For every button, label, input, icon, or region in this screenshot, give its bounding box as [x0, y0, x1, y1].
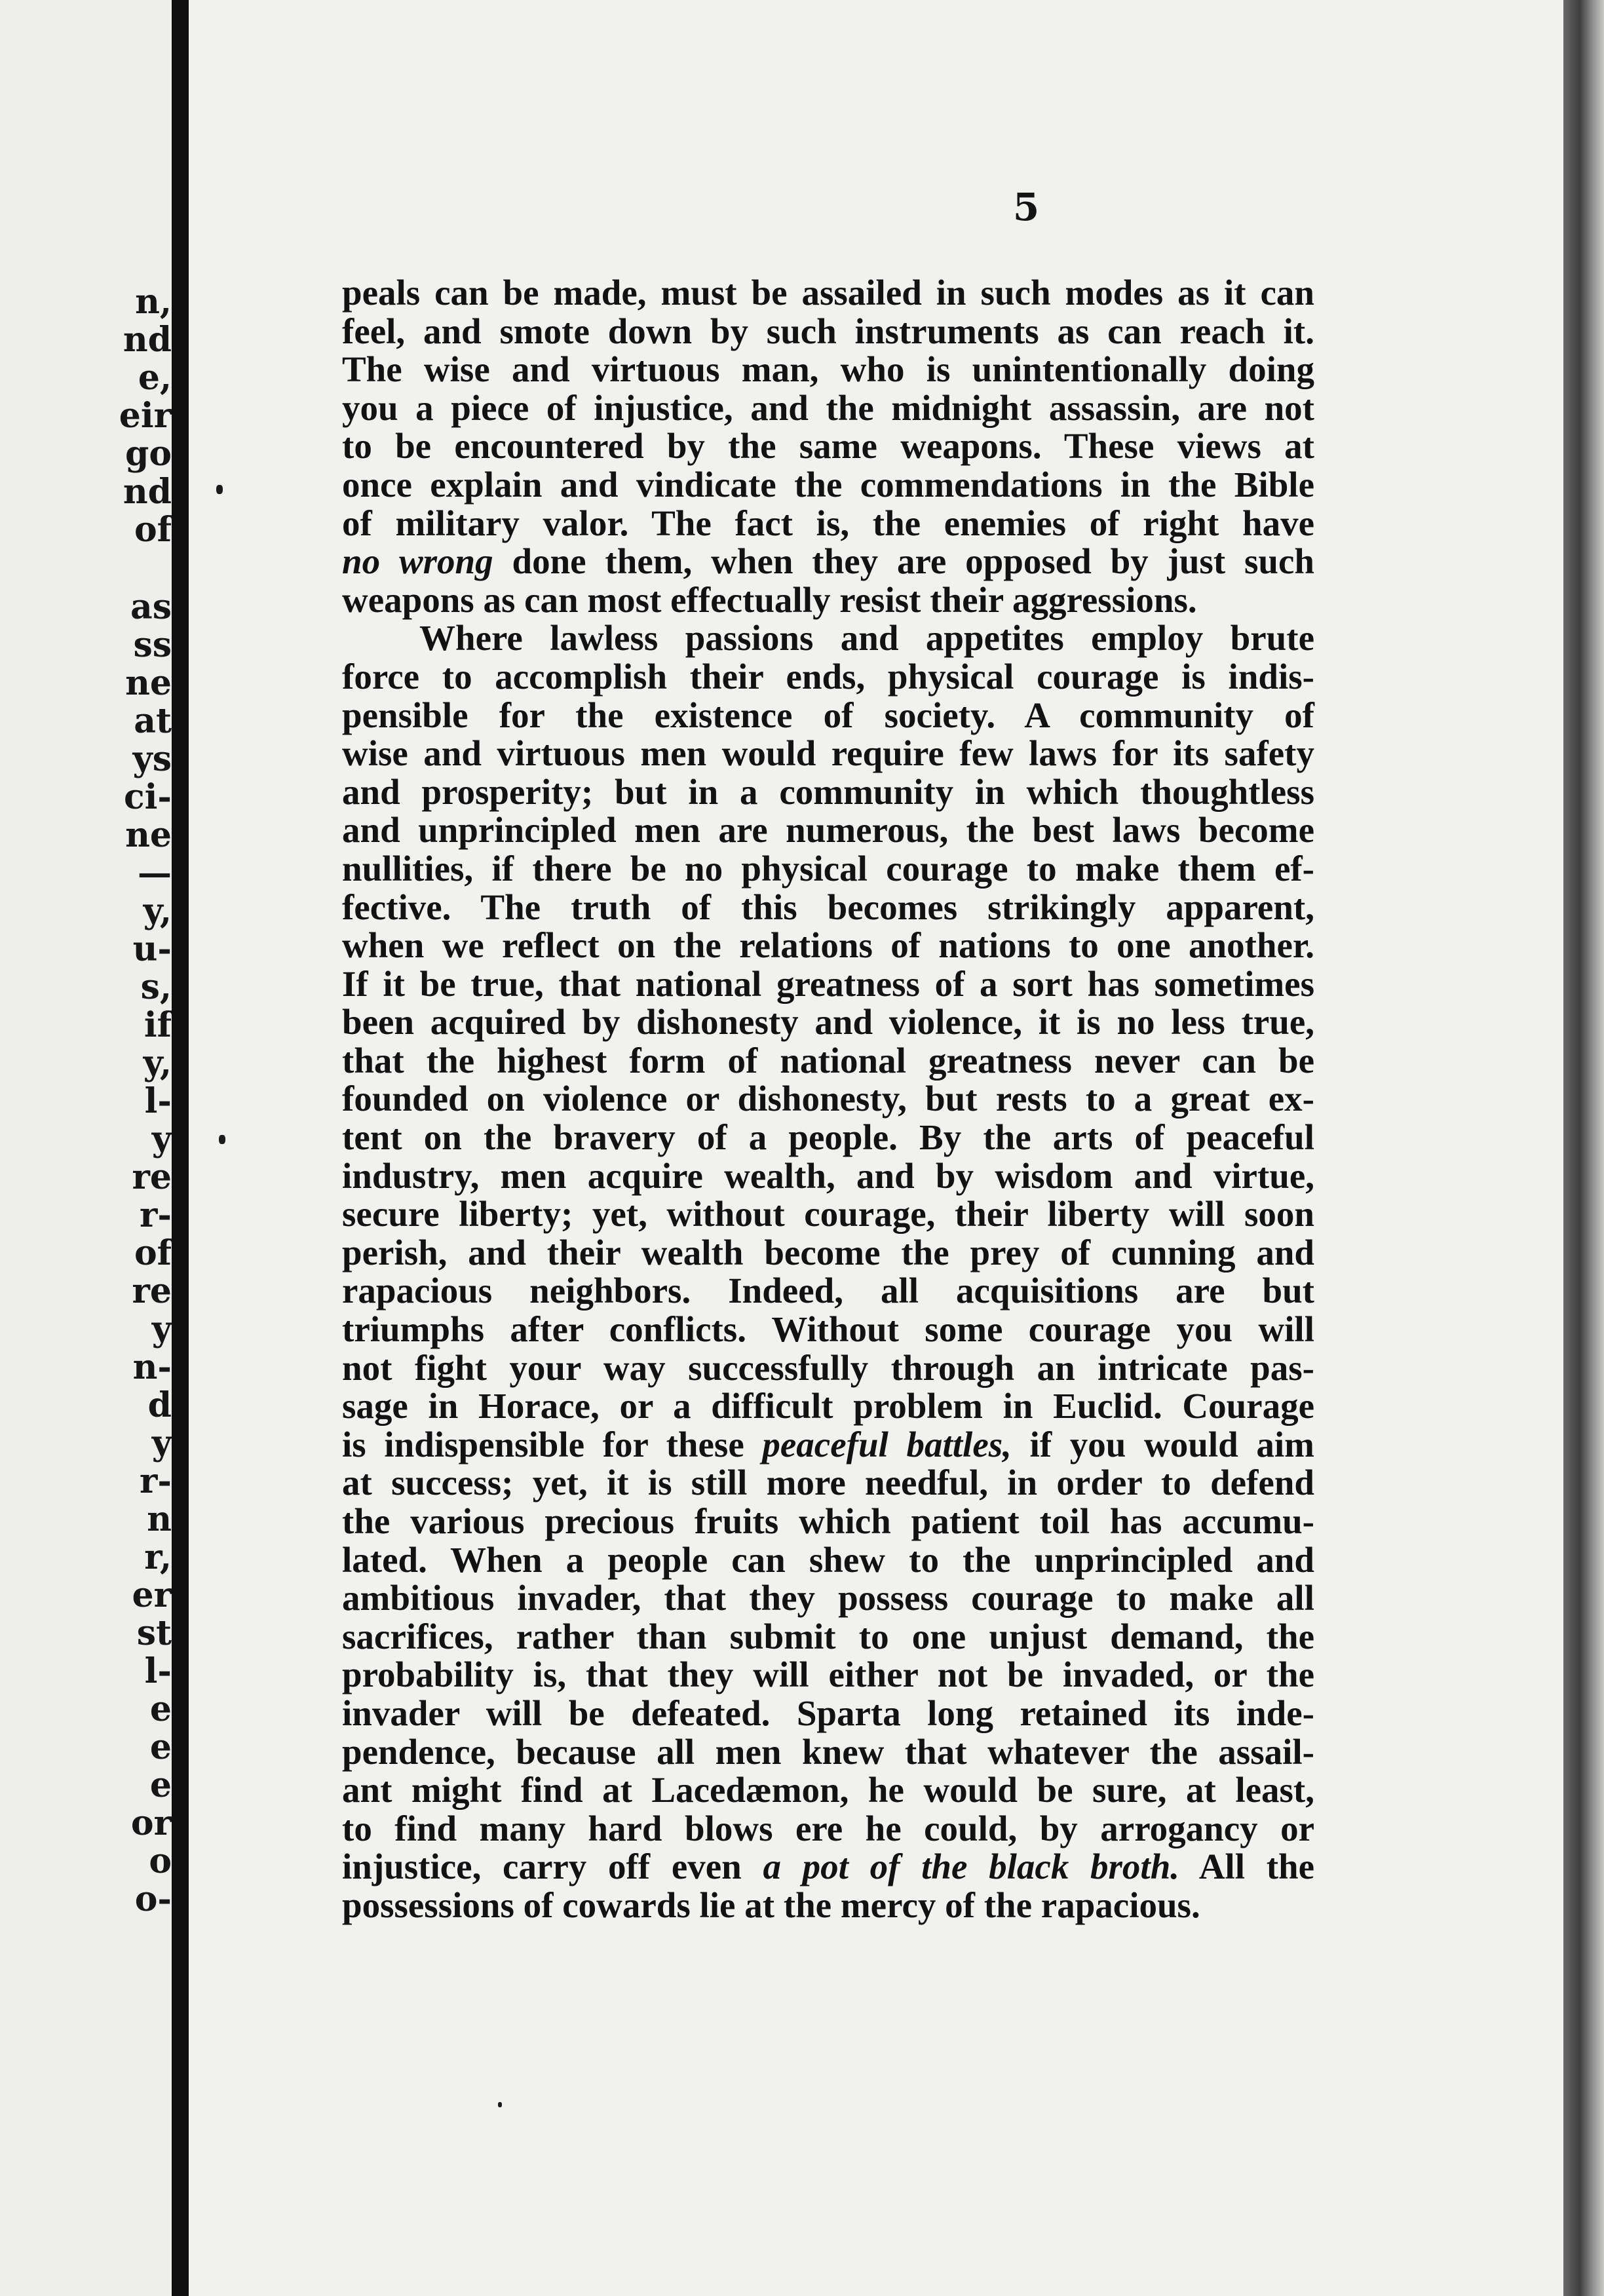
text-line	[342, 811, 1314, 850]
text-line	[342, 1579, 1314, 1618]
text-line	[342, 1733, 1314, 1772]
text-line	[342, 927, 1314, 965]
text-line	[342, 1042, 1314, 1081]
left-page-fragment: e	[149, 1765, 172, 1805]
left-page-fragment: as	[130, 587, 172, 627]
text-run: fective. The truth of this becomes strikingly apparent,	[342, 887, 1314, 927]
text-run: and unprincipled men are numerous, the best laws become	[342, 810, 1314, 851]
left-page-fragment: nd	[123, 472, 172, 512]
text-run: perish, and their wealth become the prey of cunning and	[342, 1232, 1314, 1272]
text-run: at success; yet, it is still more needful, in order to defend	[342, 1463, 1314, 1503]
text-line	[342, 543, 1314, 581]
left-page-fragment: go	[124, 434, 172, 474]
text-line	[342, 1618, 1314, 1656]
text-run: ant might find at Lacedæmon, he would be sure, at least,	[342, 1770, 1314, 1810]
left-page-fragment: l-	[144, 1651, 172, 1691]
left-page-fragment: e	[149, 1689, 172, 1729]
text-line	[342, 351, 1314, 389]
text-line	[342, 1003, 1314, 1042]
italic-text: peaceful battles,	[762, 1424, 1012, 1464]
text-run: possessions of cowards lie at the mercy of the rapacious.	[342, 1885, 1200, 1925]
text-run: the various precious fruits which patient toil has accumu-	[342, 1501, 1314, 1541]
page-edge-shadow	[1563, 0, 1604, 2296]
left-page-fragment: s,	[140, 967, 172, 1007]
text-line	[342, 1656, 1314, 1694]
text-run: once explain and vindicate the commendations in the Bible	[342, 464, 1314, 505]
margin-speck	[498, 2102, 502, 2107]
text-line	[342, 427, 1314, 466]
left-page-fragment: y	[151, 1423, 172, 1463]
text-run: done them, when they are opposed by just such	[493, 541, 1314, 582]
left-page-fragment: ys	[132, 739, 172, 779]
text-line	[342, 889, 1314, 927]
italic-text: a pot of the black broth.	[763, 1846, 1180, 1887]
text-run: Where lawless passions and appetites employ brute	[419, 618, 1314, 659]
left-page-fragment: e,	[138, 358, 172, 398]
text-run: of military valor. The fact is, the enemies of right have	[342, 503, 1314, 543]
text-run: sage in Horace, or a difficult problem in Euclid. Courage	[342, 1386, 1314, 1426]
text-run: ambitious invader, that they possess courage to make all	[342, 1578, 1314, 1618]
text-line	[342, 735, 1314, 773]
text-run: pensible for the existence of society. A community of	[342, 695, 1314, 735]
left-page-fragment: of	[134, 1233, 172, 1273]
text-line	[342, 1464, 1314, 1502]
text-line	[342, 1195, 1314, 1234]
text-run: triumphs after conflicts. Without some courage you will	[342, 1309, 1314, 1350]
left-page-fragment: r-	[140, 1461, 172, 1501]
left-page-fragment: y	[151, 1119, 172, 1159]
italic-text: no wrong	[342, 541, 493, 582]
text-run: if you would aim	[1011, 1424, 1314, 1464]
left-page-fragment: d	[147, 1385, 172, 1425]
text-run: nullities, if there be no physical courage to make them ef-	[342, 848, 1314, 889]
text-run: tent on the bravery of a people. By the arts of peaceful	[342, 1117, 1314, 1158]
text-run: founded on violence or dishonesty, but rests to a great ex-	[342, 1079, 1314, 1119]
page-number: 5	[1012, 185, 1040, 229]
left-page-fragment: r-	[140, 1195, 172, 1235]
text-run: not fight your way successfully through an intricate pas-	[342, 1347, 1314, 1388]
text-run: is indispensible for these	[342, 1424, 763, 1464]
left-page-fragment: y,	[143, 1043, 172, 1083]
margin-speck	[216, 485, 223, 494]
text-line	[342, 1272, 1314, 1311]
left-page-fragment: e	[149, 1727, 172, 1767]
text-run: pendence, because all men knew that whatever the assail-	[342, 1731, 1314, 1772]
left-page-fragment: at	[134, 701, 172, 741]
text-line	[342, 1349, 1314, 1388]
text-line	[342, 1810, 1314, 1848]
left-page-text-fragments	[14, 0, 172, 2296]
left-page-fragment: y,	[143, 891, 172, 931]
text-line	[342, 1234, 1314, 1272]
text-run: force to accomplish their ends, physical courage is indis-	[342, 656, 1314, 697]
text-line	[342, 1541, 1314, 1580]
text-line	[342, 1426, 1314, 1464]
text-run: and prosperity; but in a community in which thoughtless	[342, 771, 1314, 812]
text-line	[342, 581, 1314, 620]
text-line	[342, 965, 1314, 1004]
text-run: If it be true, that national greatness of a sort has sometimes	[342, 963, 1314, 1004]
margin-speck	[219, 1135, 225, 1144]
text-run: that the highest form of national greatness never can be	[342, 1040, 1314, 1081]
text-run: probability is, that they will either not be invaded, or the	[342, 1655, 1314, 1695]
text-line	[342, 1848, 1314, 1886]
text-line	[342, 773, 1314, 812]
text-line	[342, 1886, 1314, 1925]
text-line	[342, 1771, 1314, 1810]
text-line	[342, 274, 1314, 313]
left-page-fragment: re	[132, 1271, 172, 1311]
text-line	[342, 1311, 1314, 1349]
text-run: wise and virtuous men would require few laws for its safety	[342, 733, 1314, 774]
left-page-fragment: r,	[144, 1537, 172, 1577]
text-run: when we reflect on the relations of nations to one another.	[342, 925, 1314, 966]
left-page-fragment: st	[136, 1613, 172, 1653]
left-page-fragment: ss	[133, 625, 172, 665]
text-line	[342, 1387, 1314, 1426]
left-page-fragment: —	[138, 853, 172, 893]
left-page-fragment: ci-	[124, 777, 172, 817]
left-page-fragment: or	[130, 1803, 172, 1843]
text-run: you a piece of injustice, and the midnight assassin, are not	[342, 387, 1314, 428]
text-line	[342, 466, 1314, 505]
text-line	[342, 697, 1314, 735]
left-page-fragment: n,	[135, 282, 172, 322]
text-run: lated. When a people can shew to the unprincipled and	[342, 1539, 1314, 1580]
text-line	[342, 1119, 1314, 1157]
text-line	[342, 313, 1314, 351]
left-page-fragment: er	[132, 1575, 172, 1615]
text-run: been acquired by dishonesty and violence, it is no less true,	[342, 1002, 1314, 1043]
text-run: industry, men acquire wealth, and by wisdom and virtue,	[342, 1155, 1314, 1196]
text-run: All the	[1179, 1846, 1315, 1887]
book-gutter	[172, 0, 189, 2296]
text-line	[342, 1694, 1314, 1733]
text-run: sacrifices, rather than submit to one unjust demand, the	[342, 1616, 1314, 1656]
text-line	[342, 1157, 1314, 1196]
adjacent-left-page	[0, 0, 172, 2296]
left-page-fragment: y	[151, 1309, 172, 1349]
left-page-fragment: of	[134, 510, 172, 550]
left-page-fragment: u-	[132, 929, 172, 969]
left-page-fragment: if	[143, 1005, 172, 1045]
left-page-fragment: ne	[125, 663, 172, 703]
text-line	[342, 1080, 1314, 1119]
text-run: secure liberty; yet, without courage, their liberty will soon	[342, 1194, 1314, 1234]
body-text	[342, 274, 1314, 1925]
left-page-fragment: l-	[144, 1081, 172, 1121]
text-run: rapacious neighbors. Indeed, all acquisitions are but	[342, 1271, 1314, 1311]
paragraph	[342, 274, 1314, 619]
left-page-fragment: n	[147, 1499, 172, 1539]
text-line	[342, 1502, 1314, 1541]
text-run: to be encountered by the same weapons. These views at	[342, 426, 1314, 467]
left-page-fragment: n-	[132, 1347, 172, 1387]
text-run: weapons as can most effectually resist their aggressions.	[342, 579, 1197, 620]
left-page-fragment: eir	[119, 396, 172, 436]
left-page-fragment: re	[132, 1157, 172, 1197]
paragraph	[342, 619, 1314, 1924]
text-line	[342, 658, 1314, 697]
text-run: to find many hard blows ere he could, by arrogancy or	[342, 1808, 1314, 1848]
left-page-fragment: o-	[134, 1879, 172, 1919]
text-run: injustice, carry off even	[342, 1846, 763, 1887]
text-run: The wise and virtuous man, who is unintentionally doing	[342, 349, 1314, 390]
text-line	[342, 505, 1314, 543]
text-line	[342, 850, 1314, 889]
text-run: invader will be defeated. Sparta long retained its inde-	[342, 1693, 1314, 1733]
text-line	[342, 619, 1314, 658]
text-line	[342, 389, 1314, 428]
left-page-fragment: nd	[123, 320, 172, 360]
left-page-fragment: o	[149, 1841, 172, 1881]
text-run: feel, and smote down by such instruments as can reach it.	[342, 311, 1314, 351]
text-run: peals can be made, must be assailed in such modes as it can	[342, 273, 1314, 313]
left-page-fragment: ne	[125, 815, 172, 855]
